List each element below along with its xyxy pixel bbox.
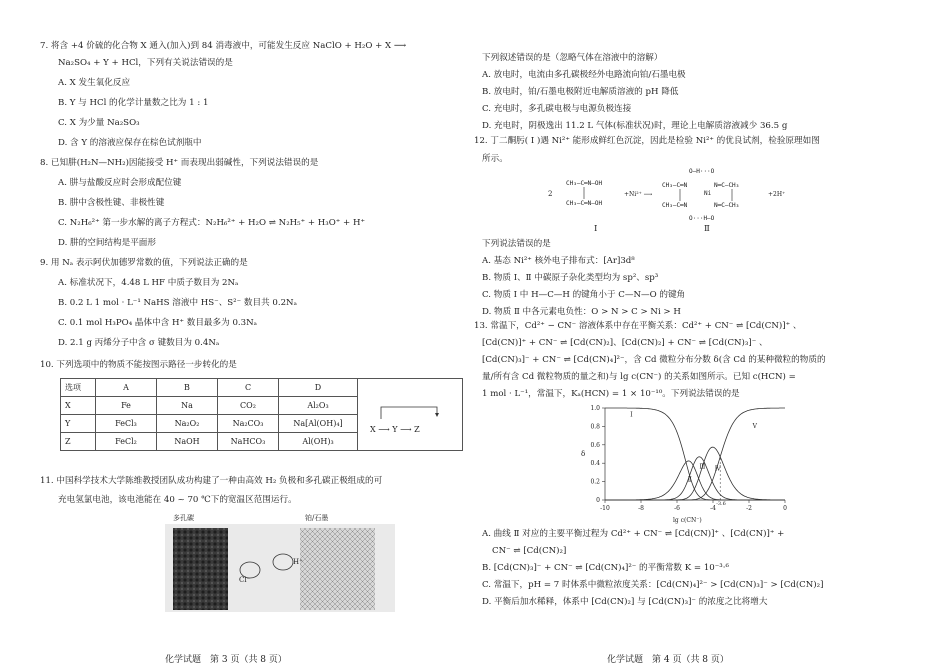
q13-option-c: C. 常温下，pH = 7 时体系中微粒浓度关系：[Cd(CN)₄]²⁻ > [Cd(CN)₃]⁻ > [Cd(CN)₂] (482, 580, 824, 590)
table-cell: FeCl₃ (96, 415, 157, 433)
table-cell: NaHCO₃ (218, 433, 279, 451)
q8-stem: 8. 已知肼(H₂N—NH₂)因能接受 H⁺ 而表现出弱碱性，下列说法错误的是 (40, 158, 319, 168)
q13-option-a: A. 曲线 Ⅱ 对应的主要平衡过程为 Cd²⁺ + CN⁻ ⇌ [Cd(CN)]⁺ 、[Cd(CN)]⁺ + (482, 529, 785, 539)
q8-option-b: B. 肼中含极性键、非极性键 (58, 198, 165, 208)
ion-h-label: H⁺ (293, 558, 303, 566)
series-line (605, 461, 785, 500)
footer-left: 化学试题 第 3 页（共 8 页） (165, 655, 287, 665)
series-label: Ⅴ (752, 423, 757, 431)
table-cell: X (61, 397, 96, 415)
y-tick-label: 0.2 (590, 478, 600, 486)
q12-option-c: C. 物质 Ⅰ 中 H—C—H 的键角小于 C—N—O 的键角 (482, 290, 686, 300)
q11-cont-stem: 下列叙述错误的是（忽略气体在溶液中的溶解） (482, 53, 663, 63)
svg-text:CH₃—C═N: CH₃—C═N (662, 182, 688, 189)
q13-line4: 量/所有含 Cd 微粒物质的量之和)与 lg c(CN⁻) 的关系如图所示。已知 c(HCN) = (482, 372, 796, 382)
table-cell: B (157, 379, 218, 397)
reaction-structure-graphic (544, 165, 844, 223)
q11-stem: 11. 中国科学技术大学陈维教授团队成功构建了一种由高效 H₂ 负极和多孔碳正极组成的可 (40, 476, 383, 486)
table-cell: A (96, 379, 157, 397)
series-line (605, 408, 785, 500)
q13-line1: 13. 常温下，Cd²⁺ − CN⁻ 溶液体系中存在平衡关系：Cd²⁺ + CN⁻ ⇌ [Cd(CN)]⁺ 、 (474, 321, 802, 331)
q7-stem2: Na₂SO₄ + Y + HCl，下列有关说法错误的是 (58, 58, 233, 68)
svg-text:O···H—O: O···H—O (689, 215, 715, 222)
table-cell: Na₂CO₃ (218, 415, 279, 433)
table-cell: FeCl₂ (96, 433, 157, 451)
q13-option-a-cont: CN⁻ ⇌ [Cd(CN)₂] (492, 546, 567, 556)
q7-option-b: B. Y 与 HCl 的化学计量数之比为 1 : 1 (58, 98, 209, 108)
q8-option-a: A. 肼与盐酸反应时会形成配位键 (58, 178, 182, 188)
q9-option-a: A. 标准状况下，4.48 L HF 中质子数目为 2Nₐ (58, 278, 239, 288)
table-cell: D (279, 379, 358, 397)
q11-option-d: D. 充电时，阴极逸出 11.2 L 气体(标准状况)时，理论上电解质溶液减少 36.5 g (482, 121, 788, 131)
q10-options-table (60, 378, 463, 451)
x-tick-label: -8 (638, 505, 644, 512)
porous-carbon-label: 多孔碳 (173, 514, 194, 522)
series-label: Ⅳ (714, 465, 721, 473)
q7-option-d: D. 含 Y 的溶液应保存在棕色试剂瓶中 (58, 138, 202, 148)
q9-option-d: D. 2.1 g 丙烯分子中含 σ 键数目为 0.4Nₐ (58, 338, 220, 348)
series-label: Ⅲ (699, 463, 706, 471)
series-line (605, 408, 785, 500)
q12-option-b: B. 物质 Ⅰ、Ⅱ 中碳原子杂化类型均为 sp²、sp³ (482, 273, 659, 283)
q11-option-c: C. 充电时，多孔碳电极与电源负极连接 (482, 104, 632, 114)
x-tick-label: -4 (710, 505, 716, 512)
q12-option-d: D. 物质 Ⅱ 中各元素电负性：O > N > C > Ni > H (482, 307, 681, 317)
q8-option-d: D. 肼的空间结构是平面形 (58, 238, 156, 248)
table-cell: Na (157, 397, 218, 415)
q13-line2: [Cd(CN)]⁺ + CN⁻ ⇌ [Cd(CN)₂]、[Cd(CN)₂] + CN⁻ ⇌ [Cd(CN)₃]⁻ 、 (482, 338, 768, 348)
table-cell: NaOH (157, 433, 218, 451)
table-cell: CO₂ (218, 397, 279, 415)
svg-text:Ni: Ni (704, 190, 712, 197)
battery-illustration (165, 512, 395, 612)
structure-label-i: Ⅰ (594, 224, 598, 234)
x-axis-label: lg c(CN⁻) (673, 517, 702, 524)
table-cell: Al₂O₃ (279, 397, 358, 415)
svg-text:CH₃—C═N—OH: CH₃—C═N—OH (566, 200, 603, 207)
distribution-chart (575, 398, 805, 526)
q12-question: 下列说法错误的是 (482, 239, 551, 249)
x-tick-label: -2 (746, 505, 752, 512)
ni-arrow-label: +Ni²⁺ ⟶ (624, 191, 653, 198)
plus-h-label: +2H⁺ (768, 191, 786, 198)
table-cell: Y (61, 415, 96, 433)
coefficient-label: 2 (548, 190, 553, 198)
table-cell: Z (61, 433, 96, 451)
q10-stem: 10. 下列选项中的物质不能按图示路径一步转化的是 (40, 360, 237, 370)
svg-text:N═C—CH₃: N═C—CH₃ (714, 202, 740, 209)
path-arrow-graphic (375, 401, 445, 427)
q12-stem: 12. 丁二酮肟( Ⅰ )遇 Ni²⁺ 能形成鲜红色沉淀，因此是检验 Ni²⁺ 的优良试剂，检验原理如图 (474, 136, 820, 146)
x-tick-label: -6 (674, 505, 680, 512)
series-line (605, 447, 785, 500)
table-cell: C (218, 379, 279, 397)
y-tick-label: 0 (596, 497, 600, 504)
q9-option-c: C. 0.1 mol H₃PO₄ 晶体中含 H⁺ 数目最多为 0.3Nₐ (58, 318, 257, 328)
path-diagram (358, 379, 463, 451)
q9-stem: 9. 用 Nₐ 表示阿伏加德罗常数的值，下列说法正确的是 (40, 258, 248, 268)
y-tick-label: 1.0 (590, 405, 600, 412)
annotation-label: -3.6 (716, 501, 726, 507)
table-cell: Fe (96, 397, 157, 415)
table-cell: Na[Al(OH)₄] (279, 415, 358, 433)
reaction-scheme (544, 165, 844, 237)
q11-option-a: A. 放电时，电流由多孔碳极经外电路流向铂/石墨电极 (482, 70, 686, 80)
q11-stem2: 充电氢氯电池，该电池能在 40 ~ 70 ℃下的宽温区范围运行。 (58, 495, 297, 505)
x-tick-label: -10 (600, 505, 610, 512)
table-cell: Al(OH)₃ (279, 433, 358, 451)
q9-option-b: B. 0.2 L 1 mol · L⁻¹ NaHS 溶液中 HS⁻、S²⁻ 数目共 0.2Nₐ (58, 298, 297, 308)
q13-line5: 1 mol · L⁻¹，常温下，Kₐ(HCN) = 1 × 10⁻¹⁰。下列说法错误的是 (482, 389, 740, 399)
q12-stem2: 所示。 (482, 154, 508, 164)
svg-text:N═C—CH₃: N═C—CH₃ (714, 182, 740, 189)
q13-option-b: B. [Cd(CN)₃]⁻ + CN⁻ ⇌ [Cd(CN)₄]²⁻ 的平衡常数 K = 10⁻³·⁶ (482, 563, 729, 573)
series-label: Ⅰ (630, 411, 633, 419)
table-cell: 选项 (61, 379, 96, 397)
q7-stem: 7. 将含 +4 价硫的化合物 X 通入(加入)到 84 消毒液中，可能发生反应 NaClO + H₂O + X ⟶ (40, 41, 407, 51)
table-cell: Na₂O₂ (157, 415, 218, 433)
y-tick-label: 0.6 (590, 441, 600, 449)
y-axis-label: δ (581, 450, 586, 458)
svg-text:CH₃—C═N—OH: CH₃—C═N—OH (566, 180, 603, 187)
q11-option-b: B. 放电时，铂/石墨电极附近电解质溶液的 pH 降低 (482, 87, 679, 97)
q7-option-a: A. X 发生氧化反应 (58, 78, 131, 88)
battery-graphic (165, 524, 395, 612)
path-label: X ⟶ Y ⟶ Z (370, 425, 420, 434)
x-tick-label: 0 (783, 505, 787, 512)
structure-label-ii: Ⅱ (704, 224, 710, 234)
q13-line3: [Cd(CN)₃]⁻ + CN⁻ ⇌ [Cd(CN)₄]²⁻，含 Cd 微粒分布分数 δ(含 Cd 的某种微粒的物质的 (482, 355, 826, 365)
y-tick-label: 0.8 (590, 423, 600, 431)
q8-option-c: C. N₂H₆²⁺ 第一步水解的离子方程式：N₂H₆²⁺ + H₂O ⇌ N₂H₅⁺ + H₃O⁺ + H⁺ (58, 218, 365, 228)
svg-text:O—H···O: O—H···O (689, 168, 715, 175)
ion-cl-label: Cl⁻ (239, 576, 251, 584)
footer-right: 化学试题 第 4 页（共 8 页） (607, 655, 729, 665)
q13-option-d: D. 平衡后加水稀释，体系中 [Cd(CN)₂] 与 [Cd(CN)₃]⁻ 的浓度之比将增大 (482, 597, 768, 607)
q12-option-a: A. 基态 Ni²⁺ 核外电子排布式：[Ar]3d⁸ (482, 256, 635, 266)
y-tick-label: 0.4 (590, 460, 600, 468)
series-line (605, 457, 785, 500)
table-row (61, 379, 463, 397)
pt-graphite-label: 铂/石墨 (305, 514, 329, 522)
series-label: Ⅱ (687, 476, 692, 484)
q7-option-c: C. X 为少量 Na₂SO₃ (58, 118, 140, 128)
svg-text:CH₃—C═N: CH₃—C═N (662, 202, 688, 209)
